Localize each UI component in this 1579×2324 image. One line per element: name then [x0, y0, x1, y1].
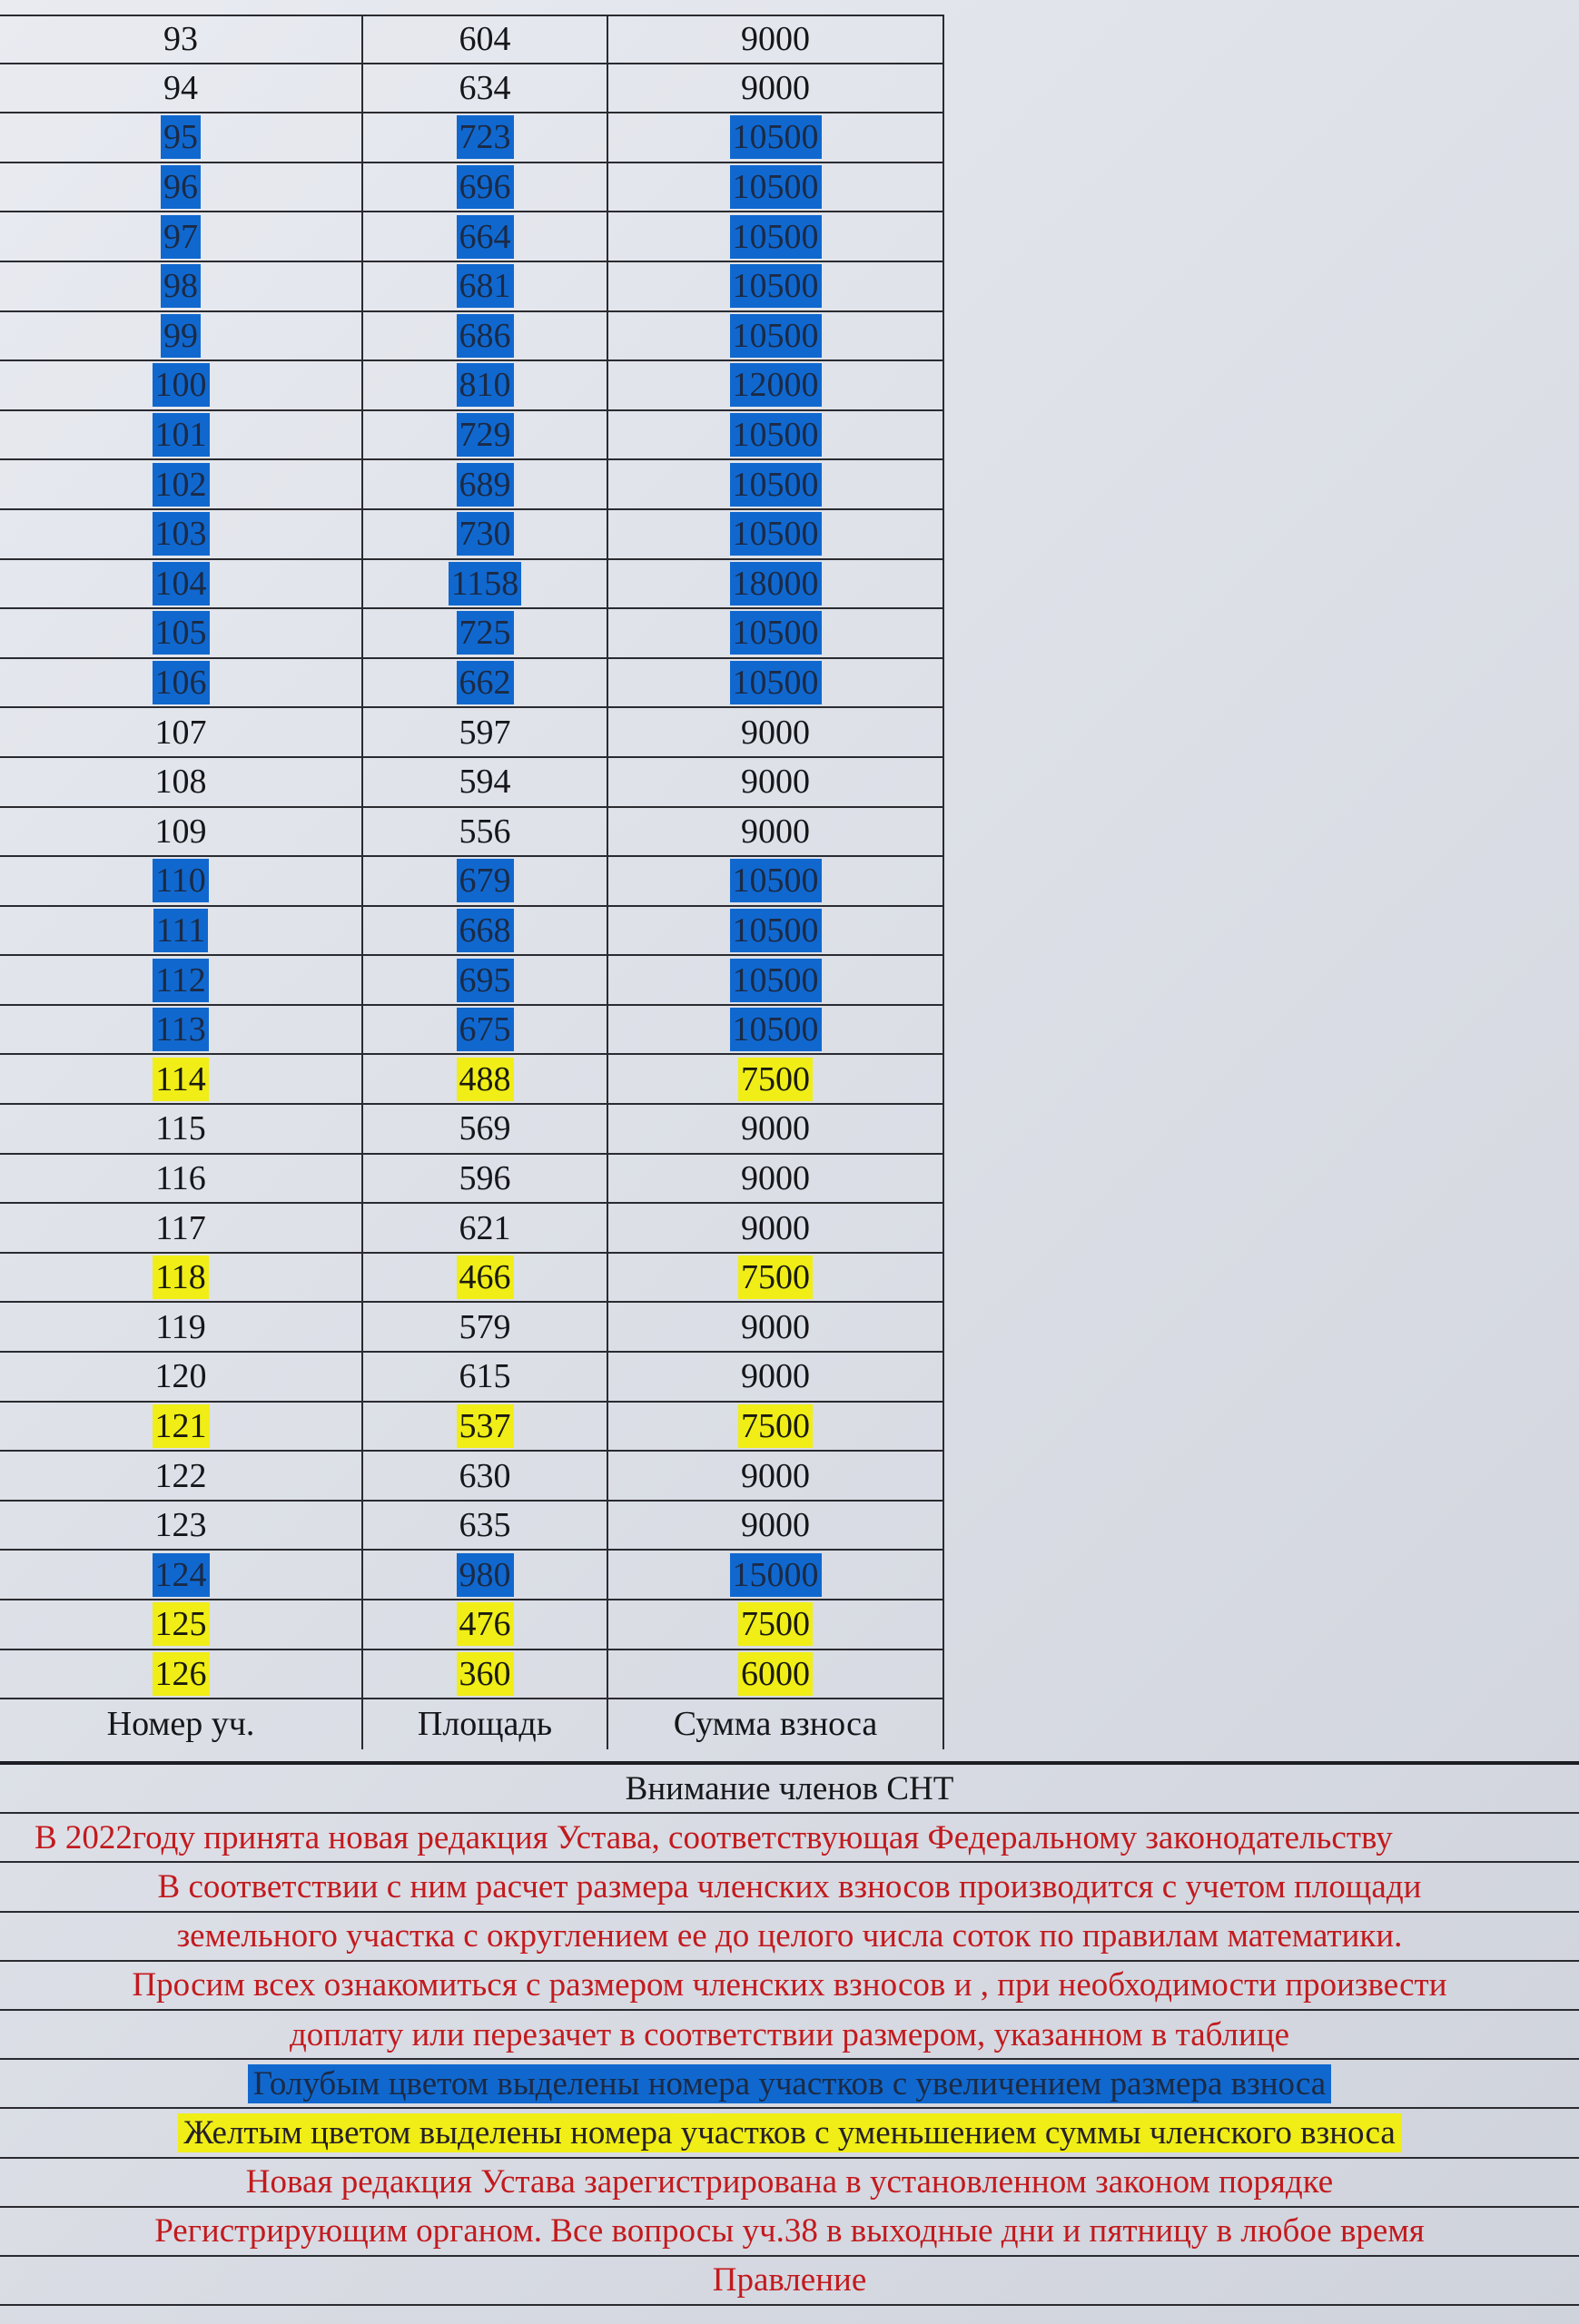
cell-area-value: 579	[459, 1307, 511, 1346]
cell-fee	[608, 1155, 944, 1203]
cell-area-value: 730	[457, 512, 514, 556]
cell-number	[0, 312, 363, 360]
table-row	[0, 1303, 944, 1353]
cell-fee	[608, 1204, 944, 1252]
cell-area-value: 664	[457, 215, 514, 259]
cell-number-value: 121	[153, 1404, 210, 1448]
cell-area	[363, 262, 608, 310]
cell-area-value: 594	[459, 763, 511, 802]
cell-area	[363, 1502, 608, 1550]
cell-number-value: 113	[153, 1008, 209, 1051]
cell-fee	[608, 1353, 944, 1401]
cell-fee-value: 9000	[741, 1208, 810, 1247]
table-row	[0, 956, 944, 1006]
table-row	[0, 1452, 944, 1502]
cell-fee-value: 9000	[741, 1158, 810, 1197]
cell-area-value: 569	[459, 1109, 511, 1148]
cell-fee	[608, 64, 944, 113]
cell-fee	[608, 1303, 944, 1351]
table-row	[0, 361, 944, 411]
cell-area-value: 466	[457, 1256, 514, 1299]
cell-area	[363, 1254, 608, 1302]
cell-area-value: 1158	[449, 562, 522, 606]
table-row	[0, 163, 944, 213]
cell-area-value: 696	[457, 165, 514, 209]
cell-area	[363, 808, 608, 856]
cell-number	[0, 560, 363, 608]
cell-number	[0, 1105, 363, 1153]
cell-number	[0, 460, 363, 508]
cell-fee-value: 12000	[730, 363, 822, 407]
cell-number	[0, 1254, 363, 1302]
cell-fee-value: 10500	[730, 314, 822, 358]
table-row	[0, 659, 944, 709]
cell-fee	[608, 1055, 944, 1103]
cell-number	[0, 1551, 363, 1599]
cell-area	[363, 1650, 608, 1699]
cell-fee-value: 7500	[738, 1256, 813, 1299]
cell-fee-value: 9000	[741, 1109, 810, 1148]
table-row	[0, 1055, 944, 1105]
cell-number-value: 119	[155, 1307, 206, 1346]
cell-number-value: 118	[153, 1256, 209, 1299]
cell-number	[0, 163, 363, 212]
cell-fee-value: 7500	[738, 1404, 813, 1448]
cell-number-value: 101	[153, 413, 210, 457]
cell-number-value: 94	[163, 68, 198, 107]
table-row	[0, 1502, 944, 1551]
cell-fee-value: 10500	[730, 661, 822, 704]
table-row	[0, 1155, 944, 1205]
cell-number-value: 120	[154, 1357, 207, 1396]
cell-number	[0, 411, 363, 459]
cell-number	[0, 212, 363, 261]
notice-line-4: Просим всех ознакомиться с размером членских взносов и , при необходимости произвести	[0, 1962, 1579, 2011]
table-row	[0, 1105, 944, 1155]
cell-area	[363, 1204, 608, 1252]
column-header-fee	[608, 1699, 944, 1749]
cell-fee	[608, 1600, 944, 1649]
cell-fee-value: 10500	[730, 512, 822, 556]
cell-number	[0, 16, 363, 63]
cell-number	[0, 1353, 363, 1401]
cell-area	[363, 1403, 608, 1451]
cell-fee	[608, 956, 944, 1004]
cell-area	[363, 1353, 608, 1401]
cell-fee	[608, 361, 944, 409]
cell-number-value: 115	[155, 1109, 206, 1148]
cell-fee	[608, 1254, 944, 1302]
cell-area	[363, 857, 608, 905]
cell-number	[0, 510, 363, 558]
cell-fee-value: 9000	[741, 1307, 810, 1346]
cell-number	[0, 1452, 363, 1500]
cell-number-value: 114	[153, 1058, 209, 1101]
cell-fee	[608, 460, 944, 508]
cell-area-value: 360	[457, 1652, 514, 1696]
column-header-fee-label: Сумма взноса	[673, 1705, 878, 1744]
cell-area-value: 615	[459, 1357, 511, 1396]
cell-fee-value: 9000	[741, 1506, 810, 1545]
cell-number	[0, 113, 363, 162]
cell-number	[0, 758, 363, 806]
cell-area-value: 662	[457, 661, 514, 704]
table-row	[0, 113, 944, 163]
cell-number	[0, 956, 363, 1004]
table-row	[0, 808, 944, 858]
cell-area	[363, 64, 608, 113]
cell-fee-value: 10500	[730, 463, 822, 507]
cell-fee	[608, 1403, 944, 1451]
notice-signature: Правление	[0, 2257, 1579, 2306]
cell-area-value: 604	[459, 20, 511, 59]
cell-fee	[608, 857, 944, 905]
table-row	[0, 510, 944, 560]
cell-area-value: 635	[459, 1506, 511, 1545]
cell-area-value: 537	[457, 1404, 514, 1448]
notice-footer-2: Регистрирующим органом. Все вопросы уч.38 в выходные дни и пятницу в любое время	[0, 2208, 1579, 2257]
cell-fee	[608, 560, 944, 608]
cell-area	[363, 1155, 608, 1203]
table-row	[0, 1353, 944, 1403]
cell-fee-value: 9000	[741, 1456, 810, 1495]
cell-area	[363, 1452, 608, 1500]
cell-area-value: 681	[457, 264, 514, 308]
table-row	[0, 1600, 944, 1650]
cell-number	[0, 1155, 363, 1203]
cell-area-value: 695	[457, 959, 514, 1002]
table-row	[0, 1006, 944, 1056]
cell-fee	[608, 1452, 944, 1500]
cell-number-value: 116	[155, 1158, 206, 1197]
table-row	[0, 1254, 944, 1304]
fee-table	[0, 15, 944, 1749]
column-header-area-label: Площадь	[417, 1705, 553, 1744]
cell-number-value: 93	[163, 20, 198, 59]
cell-number-value: 106	[153, 661, 210, 704]
table-row	[0, 212, 944, 262]
cell-number-value: 104	[153, 562, 210, 606]
cell-area-value: 689	[457, 463, 514, 507]
cell-area	[363, 312, 608, 360]
cell-area-value: 729	[457, 413, 514, 457]
cell-number	[0, 659, 363, 707]
cell-fee-value: 18000	[730, 562, 822, 606]
cell-number-value: 102	[153, 463, 210, 507]
cell-area	[363, 1006, 608, 1054]
cell-fee	[608, 1650, 944, 1699]
cell-area	[363, 411, 608, 459]
cell-fee	[608, 659, 944, 707]
cell-fee-value: 6000	[738, 1652, 813, 1696]
cell-area-value: 621	[459, 1208, 511, 1247]
cell-area	[363, 1600, 608, 1649]
table-row	[0, 15, 944, 64]
cell-number	[0, 907, 363, 955]
cell-number	[0, 1650, 363, 1699]
cell-number-value: 111	[153, 909, 208, 952]
table-row	[0, 460, 944, 510]
cell-number-value: 107	[154, 713, 207, 752]
cell-number-value: 124	[153, 1553, 210, 1597]
cell-fee-value: 10500	[730, 859, 822, 902]
cell-fee-value: 10500	[730, 611, 822, 655]
cell-fee	[608, 510, 944, 558]
cell-number-value: 95	[161, 115, 201, 159]
table-row	[0, 857, 944, 907]
cell-number-value: 96	[161, 165, 201, 209]
cell-number-value: 97	[161, 215, 201, 259]
cell-number-value: 126	[153, 1652, 210, 1696]
cell-number	[0, 1055, 363, 1103]
cell-area	[363, 956, 608, 1004]
cell-fee	[608, 312, 944, 360]
table-row	[0, 1551, 944, 1600]
cell-fee-value: 10500	[730, 959, 822, 1002]
cell-number	[0, 361, 363, 409]
notice-block	[0, 1761, 1579, 2306]
cell-fee-value: 15000	[730, 1553, 822, 1597]
yellow-legend-text: Желтым цветом выделены номера участков с уменьшением суммы членского взноса	[178, 2113, 1401, 2152]
cell-fee	[608, 262, 944, 310]
table-row	[0, 907, 944, 957]
cell-area	[363, 1055, 608, 1103]
blue-legend-line	[0, 2060, 1579, 2109]
cell-number	[0, 1303, 363, 1351]
cell-fee	[608, 808, 944, 856]
notice-line-5: доплату или перезачет в соответствии размером, указанном в таблице	[0, 2011, 1579, 2060]
cell-area-value: 679	[457, 859, 514, 902]
cell-area	[363, 212, 608, 261]
column-header-number-label: Номер уч.	[106, 1705, 255, 1744]
table-header-row	[0, 1699, 944, 1749]
table-row	[0, 708, 944, 758]
cell-area-value: 630	[459, 1456, 511, 1495]
cell-number	[0, 857, 363, 905]
table-row	[0, 560, 944, 610]
cell-fee	[608, 411, 944, 459]
cell-number-value: 103	[153, 512, 210, 556]
cell-number	[0, 808, 363, 856]
cell-fee-value: 10500	[730, 215, 822, 259]
cell-fee	[608, 113, 944, 162]
cell-area-value: 597	[459, 713, 511, 752]
cell-fee	[608, 1006, 944, 1054]
cell-number-value: 112	[153, 959, 209, 1002]
table-row	[0, 1650, 944, 1700]
cell-fee	[608, 1105, 944, 1153]
table-row	[0, 1403, 944, 1452]
cell-number	[0, 708, 363, 756]
cell-area-value: 634	[459, 68, 511, 107]
cell-number-value: 110	[153, 859, 209, 902]
cell-fee	[608, 609, 944, 657]
cell-number	[0, 1006, 363, 1054]
cell-area	[363, 1303, 608, 1351]
cell-fee	[608, 1502, 944, 1550]
cell-fee	[608, 1551, 944, 1599]
cell-area-value: 723	[457, 115, 514, 159]
cell-area-value: 980	[457, 1553, 514, 1597]
cell-fee-value: 10500	[730, 909, 822, 952]
blue-legend-text: Голубым цветом выделены номера участков с увеличением размера взноса	[248, 2064, 1331, 2103]
cell-area	[363, 609, 608, 657]
cell-area	[363, 460, 608, 508]
cell-fee-value: 10500	[730, 165, 822, 209]
cell-fee	[608, 907, 944, 955]
cell-area	[363, 708, 608, 756]
cell-number-value: 117	[155, 1208, 206, 1247]
notice-line-2: В соответствии с ним расчет размера членских взносов производится с учетом площади	[0, 1863, 1579, 1912]
cell-area	[363, 907, 608, 955]
cell-number	[0, 64, 363, 113]
table-row	[0, 1204, 944, 1254]
notice-line-3: земельного участка с округлением ее до целого числа соток по правилам математики.	[0, 1913, 1579, 1962]
cell-fee-value: 10500	[730, 115, 822, 159]
cell-number	[0, 1204, 363, 1252]
cell-number	[0, 609, 363, 657]
cell-fee-value: 9000	[741, 68, 810, 107]
cell-number-value: 108	[154, 763, 207, 802]
cell-area-value: 488	[457, 1058, 514, 1101]
cell-fee-value: 10500	[730, 264, 822, 308]
cell-fee-value: 10500	[730, 1008, 822, 1051]
cell-area-value: 675	[457, 1008, 514, 1051]
cell-number	[0, 1502, 363, 1550]
cell-area-value: 668	[457, 909, 514, 952]
cell-area-value: 810	[457, 363, 514, 407]
cell-fee-value: 9000	[741, 713, 810, 752]
table-row	[0, 312, 944, 362]
notice-title: Внимание членов СНТ	[0, 1765, 1579, 1814]
cell-fee	[608, 212, 944, 261]
cell-number-value: 109	[154, 812, 207, 851]
cell-fee	[608, 16, 944, 63]
cell-fee	[608, 163, 944, 212]
table-row	[0, 758, 944, 808]
cell-number-value: 99	[161, 314, 201, 358]
table-row	[0, 64, 944, 114]
cell-area-value: 556	[459, 812, 511, 851]
cell-area	[363, 758, 608, 806]
notice-footer-1: Новая редакция Устава зарегистрирована в установленном законом порядке	[0, 2159, 1579, 2208]
cell-number-value: 105	[153, 611, 210, 655]
table-row	[0, 411, 944, 461]
cell-area	[363, 16, 608, 63]
cell-fee-value: 7500	[738, 1058, 813, 1101]
cell-number	[0, 1600, 363, 1649]
cell-area-value: 686	[457, 314, 514, 358]
cell-fee-value: 9000	[741, 1357, 810, 1396]
cell-area	[363, 510, 608, 558]
cell-area	[363, 1551, 608, 1599]
cell-number-value: 125	[153, 1602, 210, 1646]
cell-fee-value: 10500	[730, 413, 822, 457]
cell-area	[363, 163, 608, 212]
cell-fee-value: 9000	[741, 812, 810, 851]
cell-fee-value: 9000	[741, 20, 810, 59]
cell-area-value: 476	[457, 1602, 514, 1646]
notice-line-1: В 2022году принята новая редакция Устава, соответствующая Федеральному законодательству	[0, 1814, 1579, 1863]
column-header-number	[0, 1699, 363, 1749]
cell-area	[363, 560, 608, 608]
cell-fee-value: 7500	[738, 1602, 813, 1646]
cell-area-value: 596	[459, 1158, 511, 1197]
cell-fee	[608, 708, 944, 756]
cell-number-value: 123	[154, 1506, 207, 1545]
column-header-area	[363, 1699, 608, 1749]
cell-number-value: 122	[154, 1456, 207, 1495]
yellow-legend-line	[0, 2109, 1579, 2158]
cell-area	[363, 1105, 608, 1153]
table-row	[0, 262, 944, 312]
cell-area	[363, 659, 608, 707]
cell-number	[0, 1403, 363, 1451]
table-row	[0, 609, 944, 659]
cell-area	[363, 361, 608, 409]
cell-number-value: 98	[161, 264, 201, 308]
cell-fee-value: 9000	[741, 763, 810, 802]
cell-number-value: 100	[153, 363, 210, 407]
cell-area	[363, 113, 608, 162]
cell-area-value: 725	[457, 611, 514, 655]
cell-fee	[608, 758, 944, 806]
cell-number	[0, 262, 363, 310]
